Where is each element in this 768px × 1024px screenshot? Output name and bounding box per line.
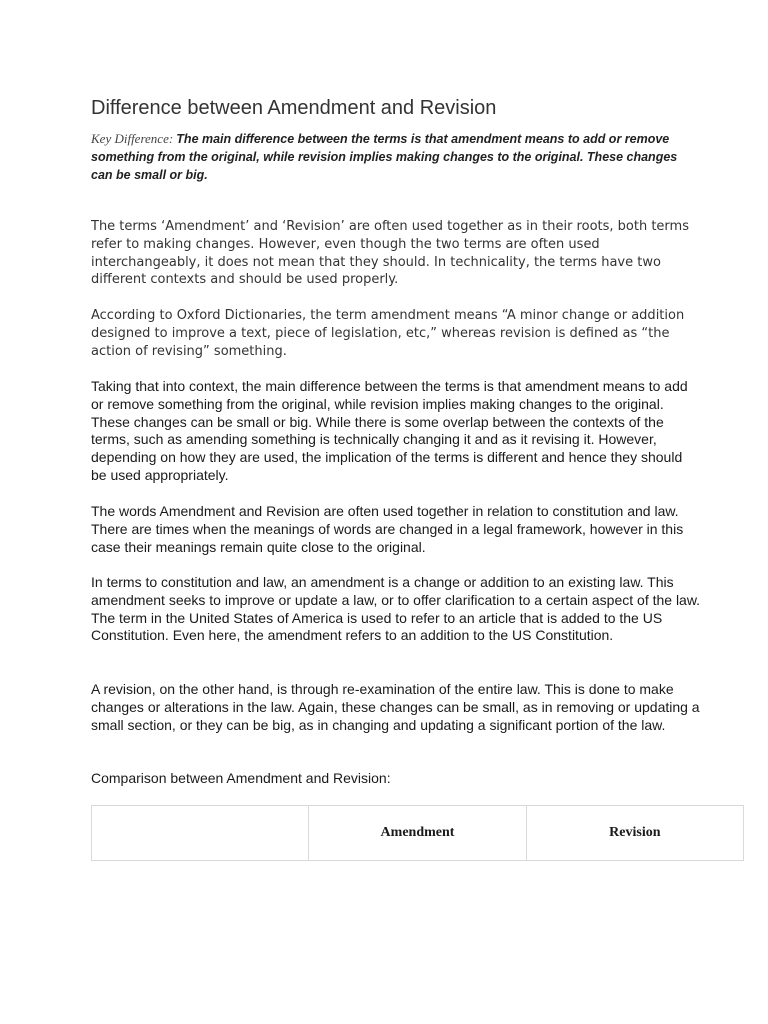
comparison-header-empty (92, 806, 309, 861)
paragraph-constitution-law: The words Amendment and Revision are often used together in relation to constitution and law. There are times when the meanings of words are changed in a legal framework, however in this case their meanings remain quite close to the original. (91, 503, 684, 555)
comparison-header-row (92, 806, 744, 861)
paragraph-roots: The terms ‘Amendment’ and ‘Revision’ are often used together as in their roots, both terms refer to making changes. However, even though the two terms are often used interchangeably, it does not mean that they should. In technicality, the terms have two different contexts and should be used properly. (91, 219, 689, 288)
paragraph-revision-law: A revision, on the other hand, is through re-examination of the entire law. This is done to make changes or alterations in the law. Again, these changes can be small, as in removing or updating a small section, or they can be big, as in changing and updating a significant portion of the law. (91, 681, 700, 733)
paragraph-oxford-definition: According to Oxford Dictionaries, the term amendment means “A minor change or addition designed to improve a text, piece of legislation, etc,” whereas revision is defined as “the action of revising” something. (91, 308, 685, 359)
comparison-table (91, 805, 744, 861)
key-difference (91, 130, 691, 184)
comparison-header-revision: Revision (526, 806, 743, 861)
key-difference-label: Key Difference: (91, 131, 174, 146)
key-difference-text: The main difference between the terms is that amendment means to add or remove something from the original, while revision implies making changes to the original. These changes can be small or big. (91, 132, 678, 182)
comparison-header-amendment: Amendment (309, 806, 526, 861)
paragraph-amendment-law: In terms to constitution and law, an amendment is a change or addition to an existing law. This amendment seeks to improve or update a law, or to offer clarification to a certain aspect of the law. The term in the United States of America is used to refer to an article that is added to the US Constitution. Even here, the amendment refers to an addition to the US Constitution. (91, 574, 701, 644)
page-title: Difference between Amendment and Revision (91, 97, 497, 119)
paragraph-main-difference: Taking that into context, the main difference between the terms is that amendment means to add or remove something from the original, while revision implies making changes to the original. These changes can be small or big. While there is some overlap between the contexts of the terms, such as amending something is technically changing it and as it revising it. However, depending on how they are used, the implication of the terms is different and hence they should be used appropriately. (91, 378, 688, 483)
comparison-caption: Comparison between Amendment and Revision: (91, 770, 391, 786)
